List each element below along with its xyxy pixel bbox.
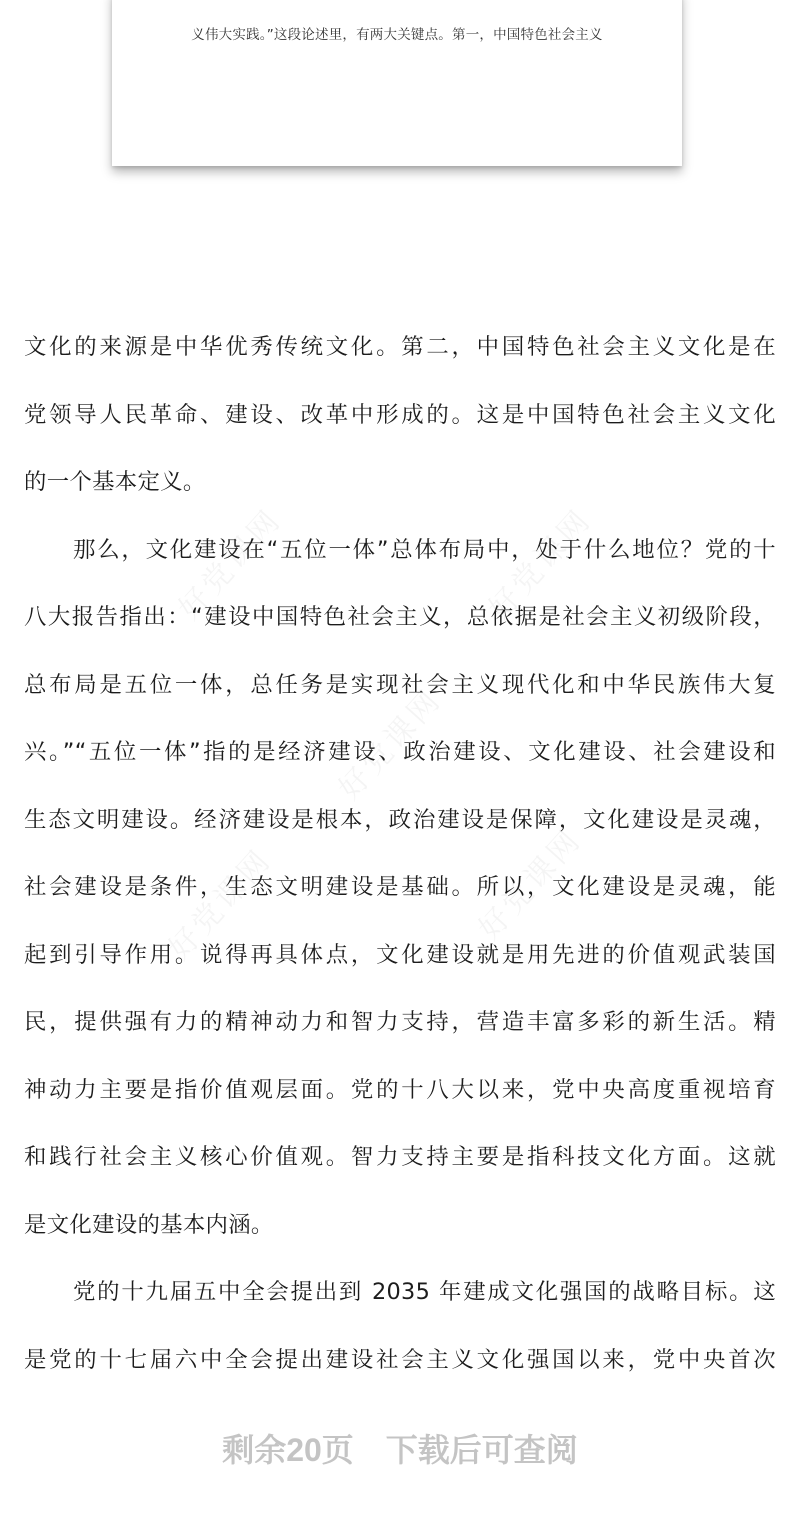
preview-line: 义伟大实践。”这段论述里，有两大关键点。第一，中国特色社会主义 — [191, 27, 603, 43]
text-line: 生态文明建设。经济建设是根本，政治建设是保障，文化建设是灵魂， — [24, 806, 776, 833]
text-line: 民，提供强有力的精神动力和智力支持，营造丰富多彩的新生活。精 — [24, 1009, 776, 1035]
text-line: 那么，文化建设在“五位一体”总体布局中，处于什么地位？党的十 — [73, 536, 776, 563]
text-line: 兴。”“五位一体”指的是经济建设、政治建设、文化建设、社会建设和 — [24, 739, 776, 765]
text-line: 社会建设是条件，生态文明建设是基础。所以，文化建设是灵魂，能 — [24, 874, 776, 900]
download-to-read-more-button[interactable] — [0, 1420, 800, 1480]
text-line: 的一个基本定义。 — [24, 469, 206, 495]
text-line: 文化的来源是中华优秀传统文化。第二，中国特色社会主义文化是在 — [24, 334, 776, 360]
text-line: 是文化建设的基本内涵。 — [24, 1211, 274, 1238]
text-line: 是党的十七届六中全会提出建设社会主义文化强国以来，党中央首次 — [24, 1346, 776, 1373]
text-line: 神动力主要是指价值观层面。党的十八大以来，党中央高度重视培育 — [24, 1076, 776, 1103]
text-line: 和践行社会主义核心价值观。智力支持主要是指科技文化方面。这就 — [24, 1144, 776, 1170]
article-body — [24, 320, 776, 1400]
text-line: 八大报告指出：“建设中国特色社会主义，总依据是社会主义初级阶段， — [24, 604, 776, 630]
download-hint-label: 下载后可查阅 — [385, 1432, 578, 1468]
document-preview-card — [112, 0, 682, 166]
text-line: 党的十九届五中全会提出到 2035 年建成文化强国的战略目标。这 — [73, 1279, 776, 1305]
remaining-pages-label: 剩余20页 — [222, 1432, 354, 1468]
text-line: 总布局是五位一体，总任务是实现社会主义现代化和中华民族伟大复 — [24, 671, 776, 698]
text-line: 党领导人民革命、建设、改革中形成的。这是中国特色社会主义文化 — [24, 401, 776, 428]
text-line: 起到引导作用。说得再具体点，文化建设就是用先进的价值观武装国 — [24, 941, 776, 968]
